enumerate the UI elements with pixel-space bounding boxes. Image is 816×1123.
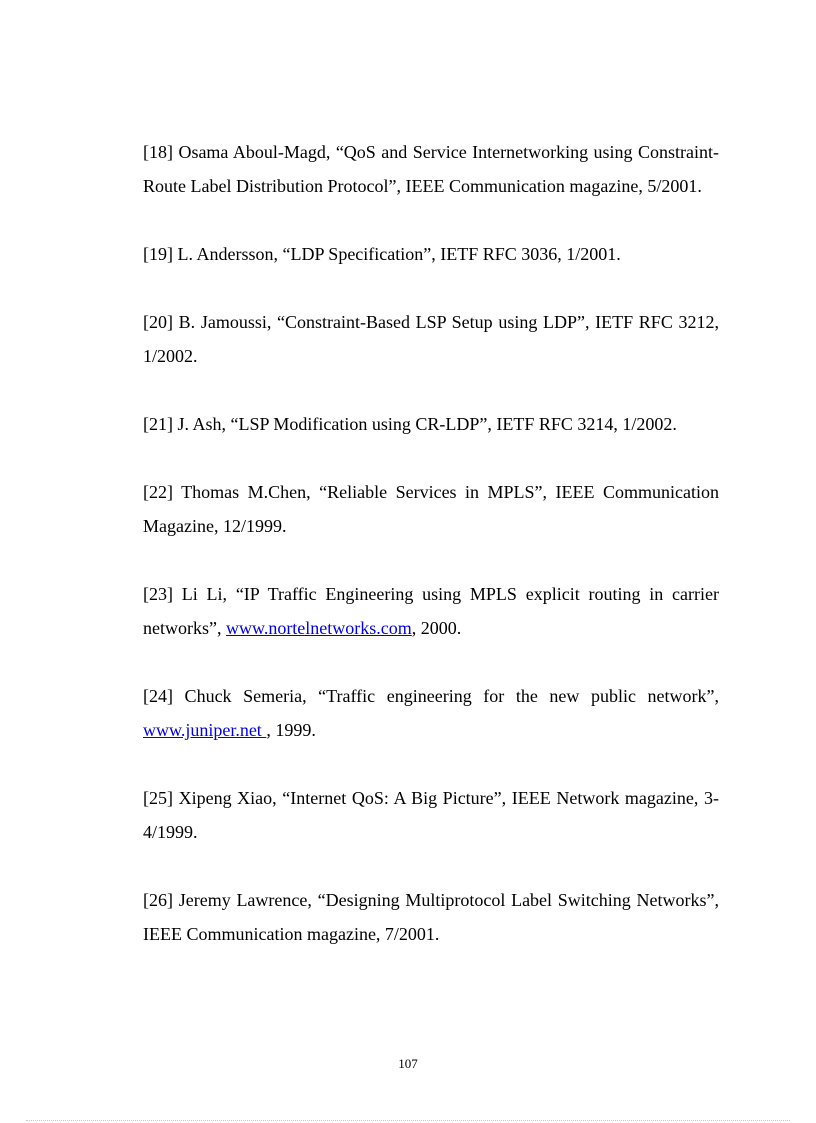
reference-25: [25] Xipeng Xiao, “Internet QoS: A Big Picture”, IEEE Network magazine, 3-4/1999.: [143, 788, 719, 842]
reference-26: [26] Jeremy Lawrence, “Designing Multiprotocol Label Switching Networks”, IEEE Communication magazine, 7/2001.: [143, 890, 719, 944]
reference-20: [20] B. Jamoussi, “Constraint-Based LSP Setup using LDP”, IETF RFC 3212, 1/2002.: [143, 312, 719, 366]
reference-21: [21] J. Ash, “LSP Modification using CR-LDP”, IETF RFC 3214, 1/2002.: [143, 414, 677, 434]
page-number: 107: [398, 1056, 418, 1071]
juniper-link[interactable]: www.juniper.net: [143, 720, 267, 740]
reference-24-text: [24] Chuck Semeria, “Traffic engineering for the new public network”,: [143, 686, 719, 706]
reference-23: [143, 577, 719, 645]
reference-18: [18] Osama Aboul-Magd, “QoS and Service Internetworking using Constraint-Route Label Distribution Protocol”, IEEE Communication magazine, 5/2001.: [143, 142, 719, 196]
reference-list: [143, 135, 719, 951]
reference-23-text: [23] Li Li, “IP Traffic Engineering using MPLS explicit routing in carrier networks”,: [143, 584, 719, 638]
reference-24-tail: , 1999.: [266, 720, 316, 740]
reference-24: [143, 679, 719, 747]
reference-22: [22] Thomas M.Chen, “Reliable Services in MPLS”, IEEE Communication Magazine, 12/1999.: [143, 482, 719, 536]
nortelnetworks-link[interactable]: www.nortelnetworks.com: [225, 618, 412, 638]
page-bottom-divider: [26, 1120, 790, 1121]
reference-23-tail: , 2000.: [411, 618, 462, 638]
reference-19: [19] L. Andersson, “LDP Specification”, IETF RFC 3036, 1/2001.: [143, 244, 621, 264]
